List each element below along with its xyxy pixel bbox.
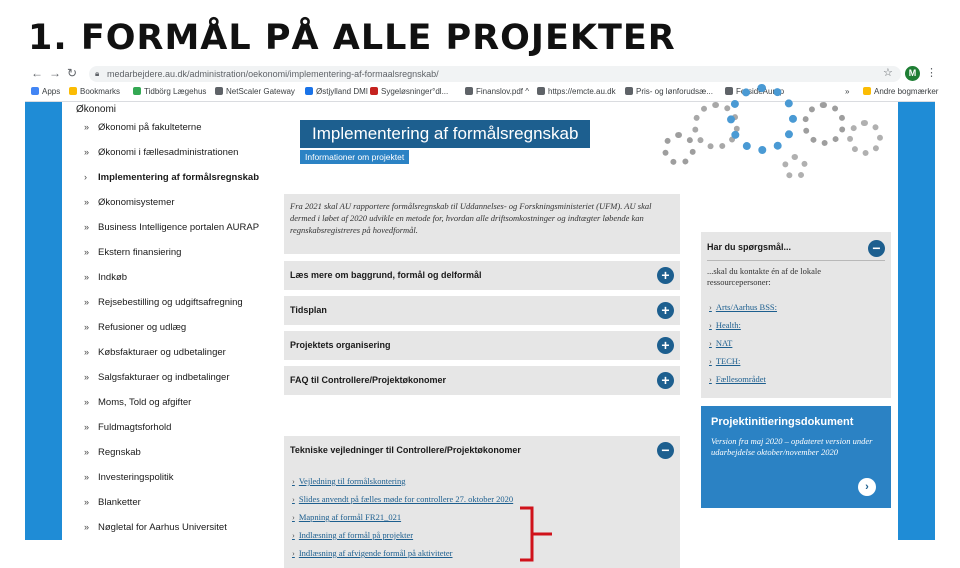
gear-icon xyxy=(847,120,883,156)
sidebar-item[interactable]: » Økonomi på fakulteterne xyxy=(84,122,202,133)
bookmark-item[interactable]: https://emcte.au.dk xyxy=(537,87,616,96)
sidebar-item[interactable]: » Fuldmagtsforhold xyxy=(84,422,172,433)
gear-icon xyxy=(727,84,797,154)
sidebar-item[interactable]: » Købsfakturaer og udbetalinger xyxy=(84,347,226,358)
profile-avatar[interactable]: M xyxy=(905,66,920,81)
divider xyxy=(707,260,885,261)
chevron-right-icon: › xyxy=(709,374,712,384)
site-favicon xyxy=(133,87,141,95)
contact-link[interactable]: › Arts/Aarhus BSS: xyxy=(709,302,778,312)
doc-link[interactable]: › Vejledning til formålskontering xyxy=(292,476,406,486)
sidebar-item[interactable]: » Salgsfakturaer og indbetalinger xyxy=(84,372,230,383)
chevron-right-icon: › xyxy=(292,476,295,486)
intro-text: Fra 2021 skal AU rapportere formålsregnskab til Uddannelses- og Forskningsministeriet (UFM). AU skal dermed i løbet af 2020 udvikle en metode for, hvordan alle driftsomkostninger og indtægter løbende kan regnskabsregistreres på hovedformål. xyxy=(284,194,680,254)
sidebar-item[interactable]: » Blanketter xyxy=(84,497,141,508)
contact-link[interactable]: › Health: xyxy=(709,320,741,330)
sidebar-item[interactable]: » Økonomisystemer xyxy=(84,197,175,208)
url-text: medarbejdere.au.dk/administration/oekonomi/implementering-af-formaalsregnskab/ xyxy=(107,69,439,79)
sidebar-heading: Økonomi xyxy=(76,104,117,115)
sidebar-item[interactable]: » Refusioner og udlæg xyxy=(84,322,187,333)
bookmarks-bar xyxy=(25,84,939,102)
red-bracket-annotation xyxy=(516,506,556,562)
bookmark-item[interactable]: Østjylland DMI xyxy=(305,87,368,96)
double-chevron-icon: » xyxy=(84,497,90,507)
bookmarks-overflow-chevron[interactable]: » xyxy=(845,87,850,96)
sidebar-item[interactable]: » Investeringspolitik xyxy=(84,472,174,483)
back-arrow-icon[interactable]: ← xyxy=(31,66,43,80)
sidebar-item[interactable]: » Moms, Told og afgifter xyxy=(84,397,192,408)
apps-grid-icon xyxy=(31,87,39,95)
browser-window xyxy=(25,64,939,558)
url-input[interactable] xyxy=(89,66,901,82)
double-chevron-icon: » xyxy=(84,297,90,307)
accordion-faq[interactable]: FAQ til Controllere/Projektøkonomer + xyxy=(284,366,680,395)
chevron-right-icon: › xyxy=(709,320,712,330)
page-subtitle-banner: Informationer om projektet xyxy=(300,150,409,164)
reload-icon[interactable]: ↻ xyxy=(67,66,78,80)
document-icon xyxy=(465,87,473,95)
doc-link[interactable]: › Mapning af formål FR21_021 xyxy=(292,512,402,522)
plus-icon[interactable]: + xyxy=(657,267,674,284)
double-chevron-icon: » xyxy=(84,472,90,482)
bookmark-item[interactable]: NetScaler Gateway xyxy=(215,87,295,96)
bookmark-item[interactable]: Andre bogmærker xyxy=(863,87,938,96)
forward-arrow-icon[interactable]: → xyxy=(49,66,61,80)
chevron-right-icon: › xyxy=(709,356,712,366)
page-title-banner: Implementering af formålsregnskab xyxy=(300,120,590,148)
sidebar-item[interactable]: » Ekstern finansiering xyxy=(84,247,182,258)
site-favicon xyxy=(537,87,545,95)
bookmark-item[interactable]: ForsideAurap xyxy=(725,87,784,96)
star-icon xyxy=(69,87,77,95)
doc-link[interactable]: › Indlæsning af formål på projekter xyxy=(292,530,414,540)
chevron-right-icon: › xyxy=(292,548,295,558)
bookmark-item[interactable]: Bookmarks xyxy=(69,87,120,96)
minus-icon[interactable]: − xyxy=(657,442,674,459)
double-chevron-icon: » xyxy=(84,422,90,432)
promo-text: Version fra maj 2020 – opdateret version under udarbejdelse oktober/november 2020 xyxy=(711,436,873,457)
sidebar-item-active[interactable]: › Implementering af formålsregnskab xyxy=(84,172,260,183)
sidebar-item[interactable]: » Nøgletal for Aarhus Universitet xyxy=(84,522,227,533)
double-chevron-icon: » xyxy=(84,397,90,407)
contact-text: ...skal du kontakte én af de lokale ressourcepersoner: xyxy=(707,266,822,287)
sidebar-item[interactable]: » Økonomi i fællesadministrationen xyxy=(84,147,239,158)
double-chevron-icon: » xyxy=(84,222,90,232)
double-chevron-icon: » xyxy=(84,322,90,332)
site-favicon xyxy=(370,87,378,95)
gear-icon xyxy=(802,102,846,146)
bookmark-star-icon[interactable]: ☆ xyxy=(883,67,893,79)
chevron-right-icon: › xyxy=(292,512,295,522)
page-content xyxy=(62,102,898,558)
plus-icon[interactable]: + xyxy=(657,302,674,319)
bookmark-item[interactable]: Pris- og lønforudsæ... xyxy=(625,87,713,96)
contact-link[interactable]: › Fællesområdet xyxy=(709,374,766,384)
sidebar-item[interactable]: » Regnskab xyxy=(84,447,141,458)
sidebar-item[interactable]: » Rejsebestilling og udgiftsafregning xyxy=(84,297,243,308)
arrow-right-button[interactable]: › xyxy=(858,478,876,496)
plus-icon[interactable]: + xyxy=(657,337,674,354)
double-chevron-icon: » xyxy=(84,147,90,157)
sidebar-item[interactable]: » Business Intelligence portalen AURAP xyxy=(84,222,260,233)
chevron-right-icon: › xyxy=(292,494,295,504)
contact-link[interactable]: › TECH: xyxy=(709,356,741,366)
accordion-tidsplan[interactable]: Tidsplan + xyxy=(284,296,680,325)
promo-box[interactable] xyxy=(701,406,891,508)
address-bar-row xyxy=(25,64,935,84)
site-favicon xyxy=(215,87,223,95)
sidebar-item[interactable]: » Indkøb xyxy=(84,272,128,283)
double-chevron-icon: » xyxy=(84,522,90,532)
bookmark-item[interactable]: Tidbörg Lægehus xyxy=(133,87,206,96)
chevron-right-icon: › xyxy=(709,338,712,348)
double-chevron-icon: » xyxy=(84,247,90,257)
chevron-right-icon: › xyxy=(84,172,87,182)
lock-icon: 🔒︎ xyxy=(95,69,100,78)
double-chevron-icon: » xyxy=(84,122,90,132)
site-favicon xyxy=(625,87,633,95)
slide-title: 1. FORMÅL PÅ ALLE PROJEKTER xyxy=(28,18,676,58)
browser-menu-icon[interactable]: ⋮ xyxy=(926,67,937,79)
double-chevron-icon: » xyxy=(84,347,90,357)
site-favicon xyxy=(725,87,733,95)
contact-title: Har du spørgsmål... xyxy=(707,242,792,252)
minus-icon[interactable]: − xyxy=(868,240,885,257)
double-chevron-icon: » xyxy=(84,447,90,457)
bookmark-item[interactable]: Finanslov.pdf ^ xyxy=(465,87,529,96)
double-chevron-icon: » xyxy=(84,272,90,282)
doc-link[interactable]: › Indlæsning af afvigende formål på aktiviteter xyxy=(292,548,453,558)
folder-icon xyxy=(863,87,871,95)
contact-box xyxy=(701,232,891,398)
gear-icon xyxy=(662,132,696,166)
web-page xyxy=(25,102,935,558)
contact-link[interactable]: › NAT xyxy=(709,338,733,348)
bookmark-item[interactable]: Sygeløsninger°dl... xyxy=(370,87,448,96)
accordion-title[interactable]: Tekniske vejledninger til Controllere/Projektøkonomer xyxy=(290,445,521,455)
accordion-background[interactable]: Læs mere om baggrund, formål og delformål + xyxy=(284,261,680,290)
chevron-right-icon: › xyxy=(709,302,712,312)
gear-icon xyxy=(782,154,808,180)
double-chevron-icon: » xyxy=(84,372,90,382)
site-favicon xyxy=(305,87,313,95)
promo-title: Projektinitieringsdokument xyxy=(711,416,854,428)
plus-icon[interactable]: + xyxy=(657,372,674,389)
doc-link[interactable]: › Slides anvendt på fælles møde for controllere 27. oktober 2020 xyxy=(292,494,514,504)
chevron-right-icon: › xyxy=(292,530,295,540)
bookmark-item[interactable]: Apps xyxy=(31,87,60,96)
accordion-organisering[interactable]: Projektets organisering + xyxy=(284,331,680,360)
double-chevron-icon: » xyxy=(84,197,90,207)
accordion-tekniske-vejledninger xyxy=(284,436,680,568)
